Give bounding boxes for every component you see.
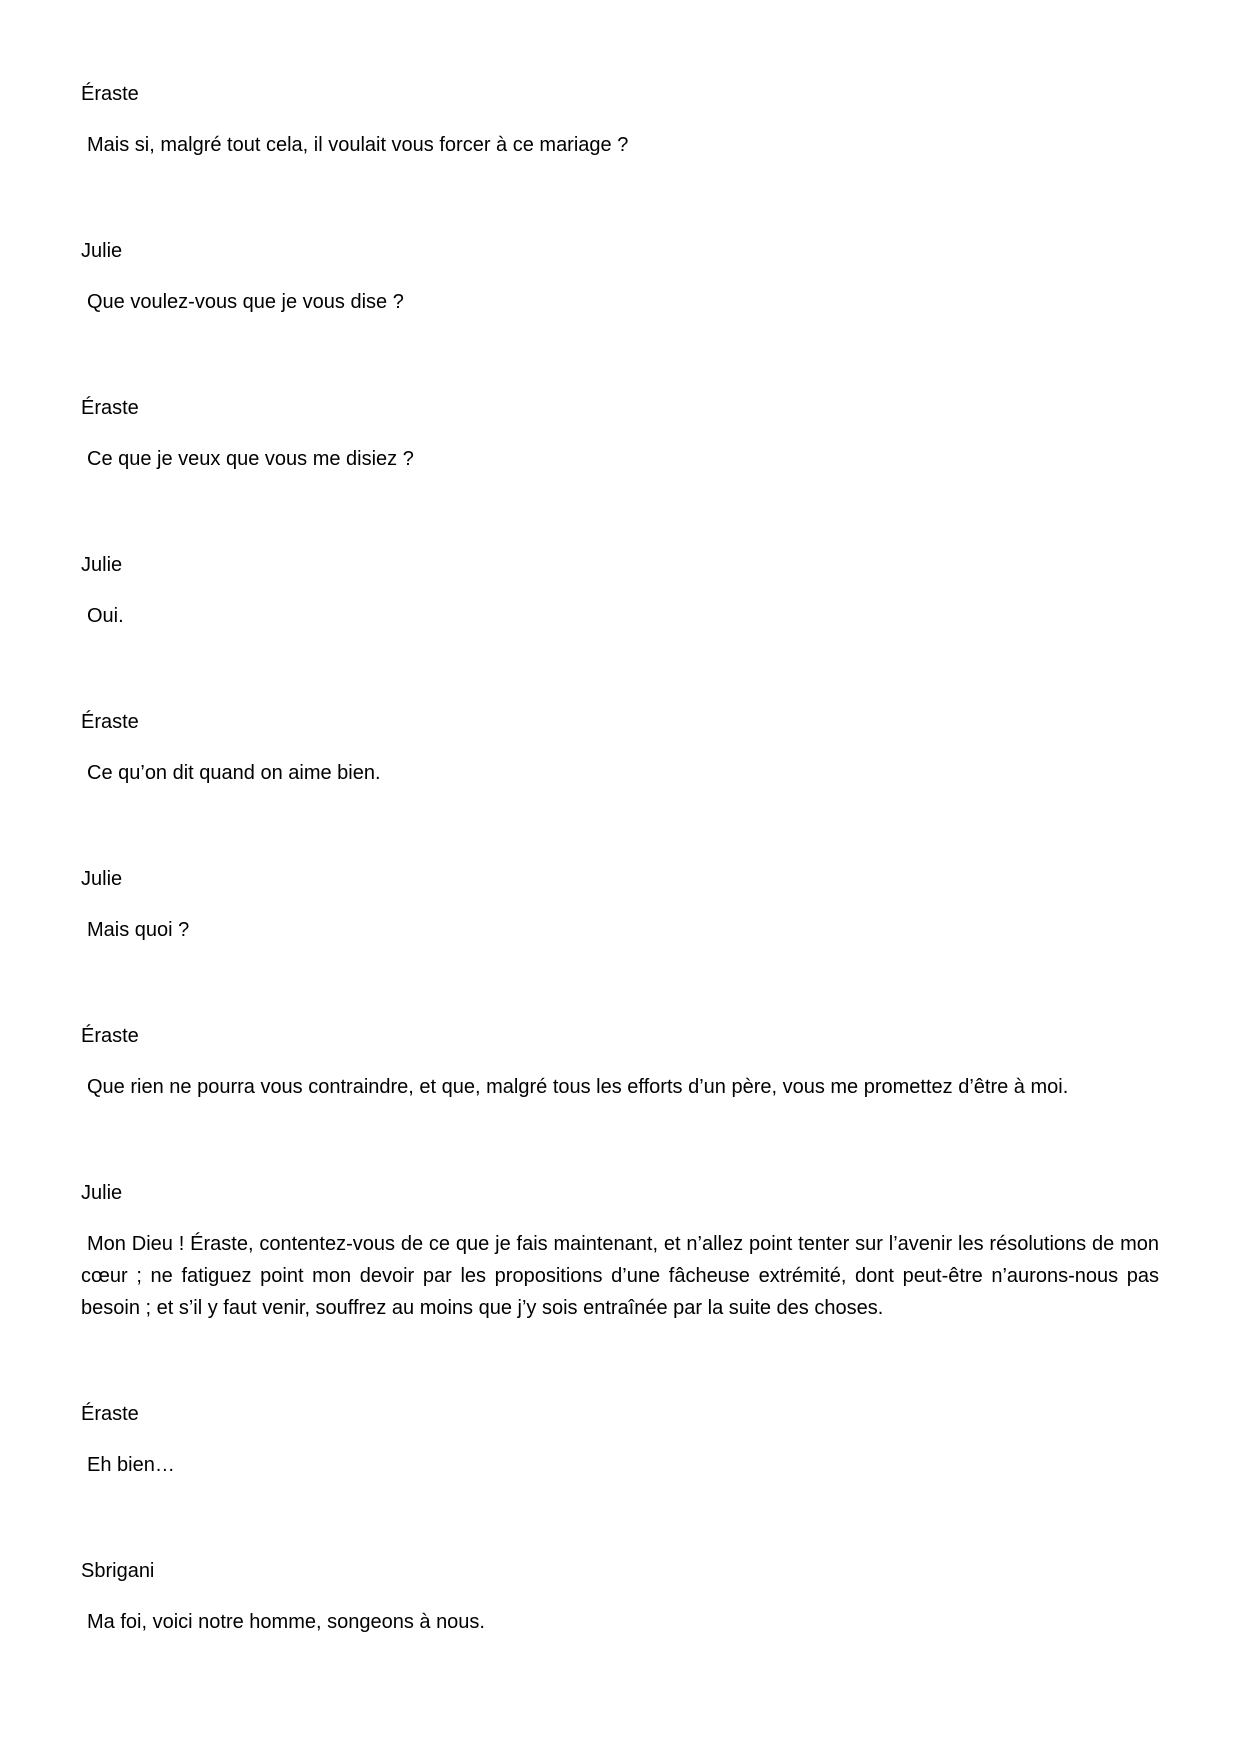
dialogue-line: Ma foi, voici notre homme, songeons à nous.	[87, 1611, 485, 1633]
speaker-name: Julie	[81, 554, 123, 576]
dialogue-line: Ce qu’on dit quand on aime bien.	[87, 762, 381, 784]
dialogue-line: Mais si, malgré tout cela, il voulait vous forcer à ce mariage ?	[87, 134, 629, 156]
speaker-name: Éraste	[81, 397, 139, 419]
dialogue-entry	[81, 239, 1159, 313]
speaker-name: Éraste	[81, 1403, 139, 1425]
dialogue-line: Mais quoi ?	[87, 919, 190, 941]
speaker-name: Éraste	[81, 711, 139, 733]
dialogue-line: Eh bien…	[87, 1454, 175, 1476]
dialogue-entry	[81, 553, 1159, 627]
speaker-name: Éraste	[81, 83, 139, 105]
dialogue-line: Ce que je veux que vous me disiez ?	[87, 448, 414, 470]
speaker-name: Éraste	[81, 1025, 139, 1047]
speaker-name: Julie	[81, 868, 123, 890]
dialogue-line: Oui.	[87, 605, 124, 627]
dialogue-entry	[81, 867, 1159, 941]
dialogue-entry	[81, 1024, 1159, 1098]
dialogue-entry	[81, 1559, 1159, 1633]
speaker-name: Sbrigani	[81, 1560, 155, 1582]
dialogue-line: Que voulez-vous que je vous dise ?	[87, 291, 404, 313]
dialogue-line: Mon Dieu ! Éraste, contentez-vous de ce que je fais maintenant, et n’allez point tenter sur l’avenir les résolutions de mon cœur ; ne fatiguez point mon devoir par les propositions d’une fâcheuse extrémité, dont peut-être n’aurons-nous pas besoin ; et s’il y faut venir, souffrez au moins que j’y sois entraînée par la suite des choses.	[81, 1233, 1159, 1319]
dialogue-entry	[81, 82, 1159, 156]
dialogue-entry	[81, 1402, 1159, 1476]
speaker-name: Julie	[81, 240, 123, 262]
dialogue-line: Que rien ne pourra vous contraindre, et que, malgré tous les efforts d’un père, vous me promettez d’être à moi.	[87, 1076, 1069, 1098]
dialogue-entry	[81, 1181, 1159, 1319]
dialogue-entry	[81, 710, 1159, 784]
dialogue-entry	[81, 396, 1159, 470]
speaker-name: Julie	[81, 1182, 123, 1204]
